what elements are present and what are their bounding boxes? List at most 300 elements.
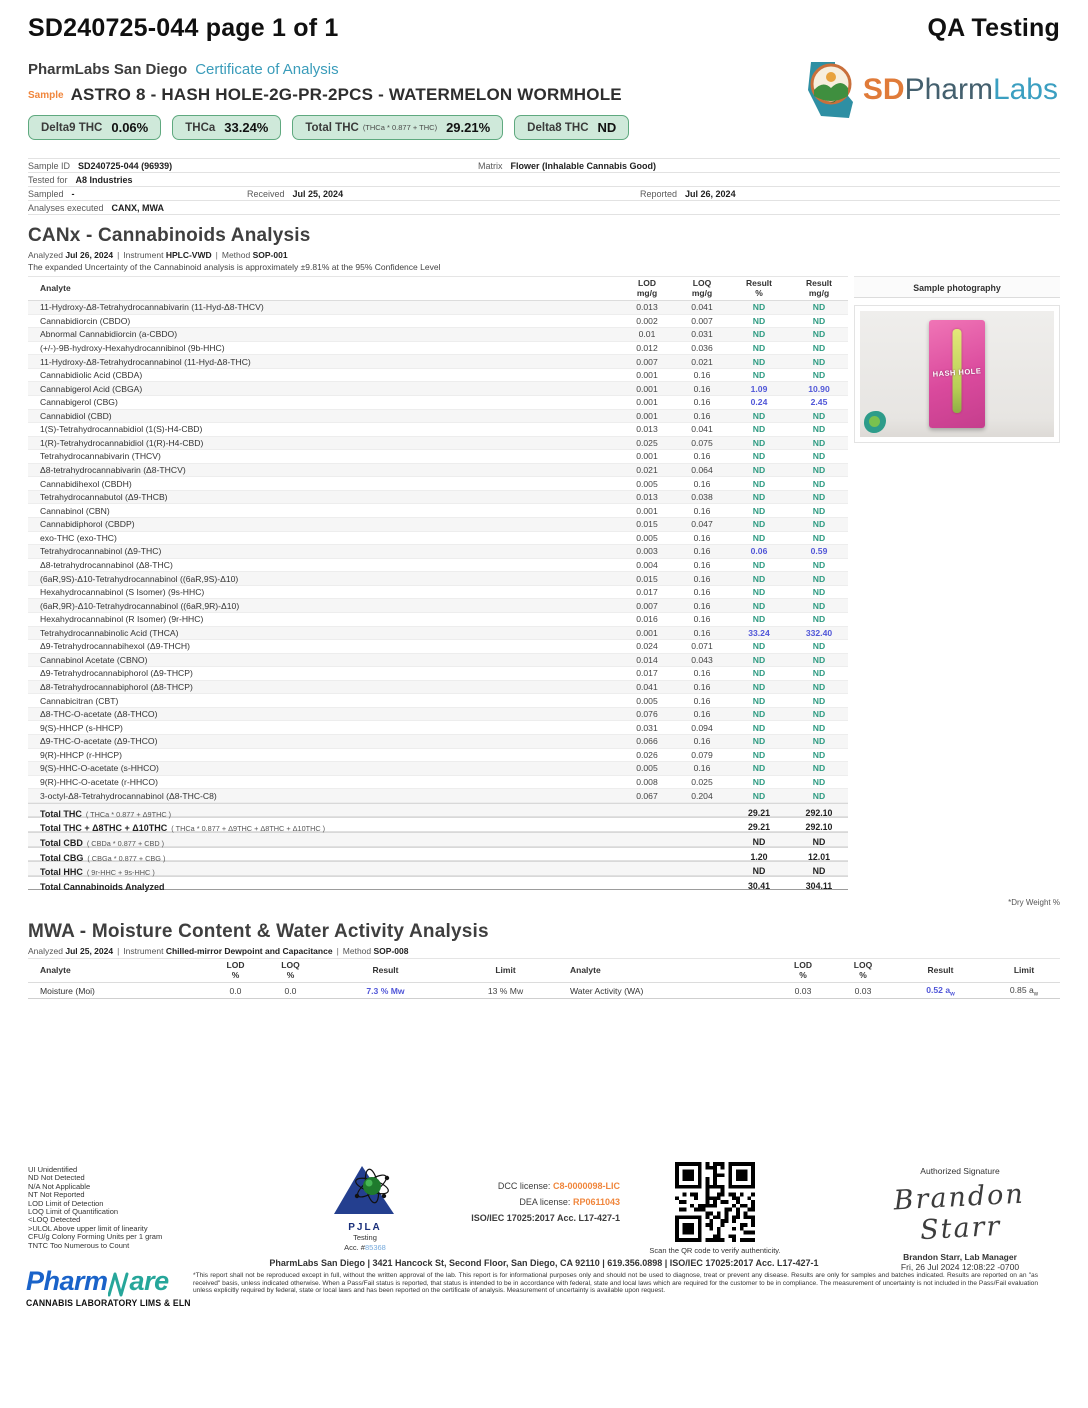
pharmware-logo [26, 1266, 196, 1308]
result-mg: ND [812, 600, 826, 611]
result-mg: ND [812, 682, 826, 693]
analyte-name: Δ8-Tetrahydrocannabiphorol (Δ8-THCP) [40, 682, 193, 693]
result-percent: ND [752, 532, 766, 543]
lod-value: 0.013 [636, 492, 658, 503]
lod-value: 0.001 [636, 383, 658, 394]
sample-photo-image [860, 311, 1054, 437]
analyte-row [28, 342, 848, 356]
received-label: Received [247, 188, 285, 199]
result-mg: ND [812, 342, 826, 353]
total-percent: 30.41 [747, 880, 770, 891]
loq-value: 0.16 [693, 370, 711, 381]
loq-value: 0.16 [693, 451, 711, 462]
result-percent: ND [752, 478, 766, 489]
analyte-row [28, 477, 848, 491]
result-mg: ND [812, 790, 826, 801]
analyzed-label: Analyzed [28, 946, 63, 957]
pjla-name: PJLA [348, 1222, 382, 1233]
result-percent: ND [752, 342, 766, 353]
result-mg: ND [812, 451, 826, 462]
page-header [28, 14, 1060, 43]
result-mg: ND [812, 573, 826, 584]
result-percent: ND [752, 505, 766, 516]
analyte-name: Δ9-THC-O-acetate (Δ9-THCO) [40, 736, 158, 747]
document-id: SD240725-044 page 1 of 1 [28, 14, 339, 42]
result-mg: ND [812, 505, 826, 516]
total-row [28, 847, 848, 862]
analyte-name: Cannabidiolic Acid (CBDA) [40, 370, 143, 381]
lod-value: 0.041 [636, 682, 658, 693]
loq-value: 0.16 [693, 587, 711, 598]
lod-value: 0.013 [636, 302, 658, 313]
result-percent: 0.06 [750, 546, 768, 557]
result-mg: ND [812, 722, 826, 733]
signature-script: Brandon Starr [892, 1178, 1026, 1247]
instrument-value: Chilled-mirror Dewpoint and Capacitance [165, 946, 333, 957]
separator: | [215, 250, 218, 260]
loq-value: 0.079 [691, 749, 713, 760]
analyte-name: Δ8-tetrahydrocannabivarin (Δ8-THCV) [40, 465, 186, 476]
loq-value: 0.043 [691, 654, 713, 665]
analyte-row [28, 667, 848, 681]
loq-value: 0.16 [693, 695, 711, 706]
limit-value: 13 % Mw [487, 985, 524, 996]
lod-value: 0.005 [636, 763, 658, 774]
result-percent: ND [752, 451, 766, 462]
thc-badge [514, 115, 629, 140]
loq-value: 0.047 [691, 519, 713, 530]
pharmlabs-watermark-logo [864, 411, 886, 433]
analyzed-value: Jul 26, 2024 [65, 250, 114, 260]
legend-item: UI Unidentified [28, 1165, 78, 1174]
cannabinoids-table-totals [28, 803, 1060, 891]
column-header: LOD % [226, 960, 245, 980]
lod-value: 0.03 [794, 985, 812, 996]
total-row [28, 876, 848, 891]
result-percent: 1.09 [750, 383, 768, 394]
analyte-name: Cannabidiorcin (CBDO) [40, 315, 131, 326]
qr-code-image [675, 1162, 755, 1242]
loq-value: 0.16 [693, 397, 711, 408]
loq-value: 0.16 [693, 478, 711, 489]
signer-name: Brandon Starr, Lab Manager [903, 1252, 1017, 1262]
result-mg: ND [812, 410, 826, 421]
total-percent: ND [752, 866, 766, 877]
analyte-row [28, 789, 848, 803]
result-percent: ND [752, 492, 766, 503]
total-label: Total CBG ( CBGa * 0.877 + CBG ) [40, 852, 166, 863]
acc-number-link[interactable]: 85368 [364, 1243, 386, 1252]
result-mg: ND [812, 776, 826, 787]
column-header: Result [372, 965, 399, 976]
lod-value: 0.005 [636, 695, 658, 706]
pjla-accreditation [300, 1164, 430, 1252]
result-value: 0.52 $a_w$ [926, 984, 955, 998]
lod-value: 0.004 [636, 559, 658, 570]
result-mg: ND [812, 302, 826, 313]
acc-label: Acc. # [344, 1243, 365, 1252]
mwa-table-header [28, 958, 1060, 983]
analyte-name: (6aR,9S)-Δ10-Tetrahydrocannabinol ((6aR,9S)-Δ10) [40, 573, 239, 584]
analyte-name: Cannabinol Acetate (CBNO) [40, 654, 148, 665]
result-mg: ND [812, 437, 826, 448]
column-header: Result mg/g [806, 278, 832, 298]
sample-id-label: Sample ID [28, 160, 71, 171]
tested-for-value: A8 Industries [75, 174, 133, 185]
analyte-row [28, 504, 848, 518]
loq-value: 0.16 [693, 410, 711, 421]
loq-value: 0.064 [691, 465, 713, 476]
info-row-tested-for [28, 173, 1060, 187]
analyte-row [28, 640, 848, 654]
analyte-row [28, 328, 848, 342]
badge-label: Delta9 THC [41, 121, 103, 134]
license-block [430, 1178, 620, 1226]
sample-photo [854, 305, 1060, 443]
disclaimer-text: *This report shall not be reproduced except in full, without the written approval of the lab. This report is for informational purposes only and should not be used to diagnose, treat or prevent any disease. Results are only for samples and batches indicated. Results are reported on an "as received" basis, unless indicated otherwise. When a Pass/Fail status is reported, that status is intended to be in accordance with federal, state and local laws which are required for the customer to be in compliance. The measurement of uncertainty is not included in the Pass/Fail evaluation unless explicitly required by federal, state or local laws and has been reported on the certificate of analysis. Measurement of uncertainty is available upon request. [193, 1272, 1038, 1295]
analyte-row [28, 437, 848, 451]
analyte-row [28, 681, 848, 695]
analyte-name: Cannabidiol (CBD) [40, 410, 112, 421]
result-percent: ND [752, 749, 766, 760]
mwa-title: MWA - Moisture Content & Water Activity Analysis [28, 921, 489, 943]
result-percent: ND [752, 614, 766, 625]
lod-value: 0.025 [636, 437, 658, 448]
pjla-accession [300, 1243, 430, 1252]
analyte-name: Tetrahydrocannabutol (Δ9-THCB) [40, 492, 168, 503]
total-row [28, 803, 848, 818]
lod-value: 0.001 [636, 505, 658, 516]
result-mg: ND [812, 749, 826, 760]
logo-text-sd: SD [862, 73, 905, 106]
lod-value: 0.001 [636, 397, 658, 408]
analyte-row [28, 586, 848, 600]
logo-text-pharm: Pharm [904, 73, 993, 106]
lab-name: PharmLabs San Diego [28, 61, 188, 78]
total-percent: ND [752, 837, 766, 847]
analyte-name: Moisture (Moi) [40, 985, 95, 996]
loq-value: 0.036 [691, 342, 713, 353]
sampled-label: Sampled [28, 188, 64, 199]
total-label: Total CBD ( CBDa * 0.877 + CBD ) [40, 838, 165, 848]
result-percent: ND [752, 790, 766, 801]
result-mg: ND [812, 736, 826, 747]
result-mg: ND [812, 356, 826, 367]
analyte-row [28, 396, 848, 410]
analyte-name: 9(S)-HHC-O-acetate (s-HHCO) [40, 763, 159, 774]
total-percent: 29.21 [747, 822, 770, 833]
analyte-name: 1(S)-Tetrahydrocannabidiol (1(S)-H4-CBD) [40, 424, 203, 435]
result-mg: ND [812, 763, 826, 774]
result-mg: ND [812, 614, 826, 625]
instrument-value: HPLC-VWD [165, 250, 212, 260]
analyte-name: 1(R)-Tetrahydrocannabidiol (1(R)-H4-CBD) [40, 437, 204, 448]
result-percent: ND [752, 722, 766, 733]
tested-for-label: Tested for [28, 174, 68, 185]
lod-value: 0.076 [636, 709, 658, 720]
analyte-name: (6aR,9R)-Δ10-Tetrahydrocannabinol ((6aR,9R)-Δ10) [40, 600, 240, 611]
legend-item: CFU/g Colony Forming Units per 1 gram [28, 1232, 163, 1242]
matrix-label: Matrix [478, 160, 503, 171]
analyses-value: CANX, MWA [111, 202, 165, 213]
badge-value: 33.24% [224, 120, 269, 135]
sampled-value: - [71, 188, 75, 199]
pjla-sub: Testing [353, 1233, 377, 1242]
result-mg: ND [812, 559, 826, 570]
abbreviation-legend [28, 1166, 162, 1250]
instrument-label: Instrument [123, 250, 164, 260]
lod-value: 0.001 [636, 410, 658, 421]
analyte-row [28, 599, 848, 613]
analyte-name: Abnormal Cannabidiorcin (a-CBDO) [40, 329, 178, 340]
loq-value: 0.16 [693, 559, 711, 570]
separator: | [117, 250, 120, 260]
qr-code [675, 1162, 755, 1247]
loq-value: 0.16 [693, 532, 711, 543]
result-mg: ND [812, 519, 826, 530]
thc-badge [292, 115, 503, 140]
logo-text-labs: Labs [992, 73, 1058, 106]
lod-value: 0.005 [636, 532, 658, 543]
total-mg: 304.11 [805, 880, 833, 891]
iso-accreditation: ISO/IEC 17025:2017 Acc. L17-427-1 [471, 1213, 620, 1223]
result-mg: ND [812, 370, 826, 381]
package-brand-text: HASH HOLE [932, 366, 982, 380]
loq-value: 0.16 [693, 573, 711, 584]
qa-testing-label: QA Testing [927, 14, 1060, 42]
result-mg: 0.59 [810, 546, 828, 557]
matrix-value: Flower (Inhalable Cannabis Good) [510, 160, 657, 171]
sample-info-table [28, 158, 1060, 215]
loq-value: 0.16 [693, 600, 711, 611]
legend-item: TNTC Too Numerous to Count [28, 1240, 130, 1250]
badge-value: ND [597, 120, 617, 135]
lod-value: 0.066 [636, 736, 658, 747]
pharmware-tagline: CANNABIS LABORATORY LIMS & ELN [26, 1298, 191, 1308]
lod-value: 0.002 [636, 315, 658, 326]
lod-value: 0.008 [636, 776, 658, 787]
loq-value: 0.16 [693, 383, 711, 394]
column-header: Limit [1013, 965, 1035, 976]
analyte-name: 11-Hydroxy-Δ8-Tetrahydrocannabinol (11-Hyd-Δ8-THC) [40, 356, 251, 367]
dcc-license-link[interactable]: C8-0000098-LIC [552, 1181, 620, 1191]
result-mg: ND [812, 478, 826, 489]
canx-title: CANx - Cannabinoids Analysis [28, 225, 311, 246]
badge-value: 0.06% [111, 120, 149, 135]
info-row-analyses [28, 201, 1060, 215]
lod-value: 0.014 [636, 654, 658, 665]
cannabinoids-table [28, 276, 1060, 890]
sample-id-value: SD240725-044 (96939) [78, 160, 173, 171]
analyte-row [28, 735, 848, 749]
result-percent: ND [752, 668, 766, 679]
analyte-name: 9(R)-HHC-O-acetate (r-HHCO) [40, 776, 158, 787]
dea-license-link[interactable]: RP0611043 [572, 1197, 620, 1207]
column-header: Result % [746, 278, 772, 298]
analyte-name: (+/-)-9B-hydroxy-Hexahydrocannibinol (9b-HHC) [40, 342, 225, 353]
analyses-label: Analyses executed [28, 202, 104, 213]
column-header: LOD % [794, 960, 812, 980]
lod-value: 0.01 [638, 329, 656, 340]
analyte-name: Hexahydrocannabinol (S Isomer) (9s-HHC) [40, 587, 205, 598]
result-percent: ND [752, 573, 766, 584]
loq-value: 0.03 [854, 985, 872, 996]
result-mg: ND [812, 465, 826, 476]
page-footer [0, 1160, 1088, 1408]
result-mg: ND [812, 587, 826, 598]
loq-value: 0.16 [693, 614, 711, 625]
result-mg: ND [812, 532, 826, 543]
loq-value: 0.094 [691, 722, 713, 733]
lod-value: 0.067 [636, 790, 658, 801]
loq-value: 0.021 [691, 356, 713, 367]
analyte-name: Cannabicitran (CBT) [40, 695, 119, 706]
loq-value: 0.16 [693, 668, 711, 679]
badge-label: THCa [185, 121, 216, 134]
column-header: Analyte [40, 965, 71, 976]
sdpharmlabs-logo-icon [803, 60, 859, 120]
sdpharmlabs-logo [803, 60, 1058, 120]
result-percent: ND [752, 695, 766, 706]
analyte-row [28, 749, 848, 763]
separator: | [336, 946, 339, 957]
lod-value: 0.012 [636, 342, 658, 353]
loq-value: 0.16 [693, 546, 711, 557]
analyte-name: 9(S)-HHCP (s-HHCP) [40, 722, 123, 733]
analyte-row [28, 369, 848, 383]
sample-name: ASTRO 8 - HASH HOLE-2G-PR-2PCS - WATERMELON WORMHOLE [70, 85, 622, 104]
total-percent: 29.21 [747, 807, 770, 818]
thc-badge [28, 115, 161, 140]
lod-value: 0.001 [636, 627, 658, 638]
analyte-name: Hexahydrocannabinol (R Isomer) (9r-HHC) [40, 614, 204, 625]
result-mg: ND [812, 329, 826, 340]
analyte-name: exo-THC (exo-THC) [40, 532, 117, 543]
result-percent: ND [752, 763, 766, 774]
signature-datetime: Fri, 26 Jul 2024 12:08:22 -0700 [900, 1262, 1020, 1272]
column-header: LOD mg/g [636, 278, 658, 298]
analyte-row [28, 721, 848, 735]
loq-value: 0.16 [693, 627, 711, 638]
info-row-sample-id [28, 159, 1060, 173]
signature-block [855, 1166, 1065, 1272]
result-percent: ND [752, 329, 766, 340]
loq-value: 0.031 [691, 329, 713, 340]
loq-value: 0.038 [691, 492, 713, 503]
analyte-row [28, 464, 848, 478]
result-mg: ND [812, 709, 826, 720]
pharmware-logo-pharm: Pharm [26, 1266, 108, 1296]
column-header: Analyte [40, 282, 71, 293]
lod-value: 0.005 [636, 478, 658, 489]
sample-photography-header: Sample photography [854, 276, 1060, 298]
analyte-name: Δ9-Tetrahydrocannabihexol (Δ9-THCH) [40, 641, 190, 652]
lod-value: 0.024 [636, 641, 658, 652]
column-header: Result [927, 965, 954, 976]
analyzed-label: Analyzed [28, 250, 63, 260]
product-package [929, 320, 985, 428]
result-percent: ND [752, 776, 766, 787]
analyte-name: Δ8-THC-O-acetate (Δ8-THCO) [40, 709, 158, 720]
total-label: Total Cannabinoids Analyzed [40, 881, 165, 892]
result-percent: ND [752, 424, 766, 435]
lod-value: 0.021 [636, 465, 658, 476]
total-row [28, 861, 848, 876]
analyte-row [28, 572, 848, 586]
total-mg: 12.01 [807, 851, 830, 862]
analyte-name: Cannabidihexol (CBDH) [40, 478, 132, 489]
analyte-row [28, 382, 848, 396]
analyte-row [28, 654, 848, 668]
analyte-name: Water Activity (WA) [570, 985, 644, 996]
dcc-license-label: DCC license: [497, 1181, 551, 1191]
lod-value: 0.017 [636, 668, 658, 679]
result-mg: ND [812, 668, 826, 679]
column-header: Limit [495, 965, 516, 976]
analyte-name: Cannabigerol Acid (CBGA) [40, 383, 143, 394]
analyte-row [28, 450, 848, 464]
dea-license-label: DEA license: [519, 1197, 571, 1207]
result-percent: ND [752, 437, 766, 448]
loq-value: 0.204 [691, 790, 713, 801]
thc-badge [172, 115, 281, 140]
result-percent: 0.24 [750, 397, 768, 408]
result-percent: ND [752, 370, 766, 381]
analyte-name: 9(R)-HHCP (r-HHCP) [40, 749, 122, 760]
legend-item: >ULOL Above upper limit of linearity [28, 1223, 148, 1233]
analyte-name: Tetrahydrocannabivarin (THCV) [40, 451, 161, 462]
lod-value: 0.015 [636, 573, 658, 584]
result-mg: ND [812, 654, 826, 665]
sample-label: Sample [28, 90, 64, 101]
badge-formula: (THCa * 0.877 + THC) [362, 123, 438, 132]
loq-value: 0.041 [691, 302, 713, 313]
analyte-row [28, 776, 848, 790]
total-label: Total THC ( THCa * 0.877 + Δ9THC ) [40, 808, 172, 819]
qr-caption: Scan the QR code to verify authenticity. [649, 1246, 781, 1255]
legend-item: LOQ Limit of Quantification [28, 1207, 119, 1217]
result-percent: ND [752, 736, 766, 747]
analyte-row [28, 423, 848, 437]
column-header: LOQ % [853, 960, 873, 980]
sample-photography-column [854, 276, 1060, 443]
result-value: 7.3 % Mw [366, 985, 405, 996]
method-value: SOP-008 [373, 946, 409, 957]
analyte-row [28, 762, 848, 776]
doc-type-label: Certificate of Analysis [195, 61, 339, 78]
dry-weight-note: *Dry Weight % [1008, 898, 1060, 908]
analyte-name: 11-Hydroxy-Δ8-Tetrahydrocannabivarin (11-Hyd-Δ8-THCV) [40, 302, 264, 313]
legend-item: <LOQ Detected [28, 1215, 81, 1225]
separator: | [117, 946, 120, 957]
analyte-row [28, 613, 848, 627]
lod-value: 0.007 [636, 356, 658, 367]
loq-value: 0.16 [693, 682, 711, 693]
analyte-row [28, 627, 848, 641]
analyte-row [28, 410, 848, 424]
pharmware-logo-ware: are [129, 1266, 169, 1296]
result-percent: ND [752, 410, 766, 421]
mwa-meta [28, 946, 1060, 956]
lod-value: 0.007 [636, 600, 658, 611]
legend-item: LOD Limit of Detection [28, 1198, 104, 1208]
badge-label: Total THC [305, 121, 359, 134]
limit-value: 0.85 $a_w$ [1009, 984, 1039, 998]
uncertainty-note: The expanded Uncertainty of the Cannabinoid analysis is approximately ±9.81% at the 95% Confidence Level [28, 262, 441, 272]
cannabinoids-table-header [28, 276, 848, 301]
analyte-name: Cannabidiphorol (CBDP) [40, 519, 135, 530]
analyte-name: Tetrahydrocannabinol (Δ9-THC) [40, 546, 162, 557]
